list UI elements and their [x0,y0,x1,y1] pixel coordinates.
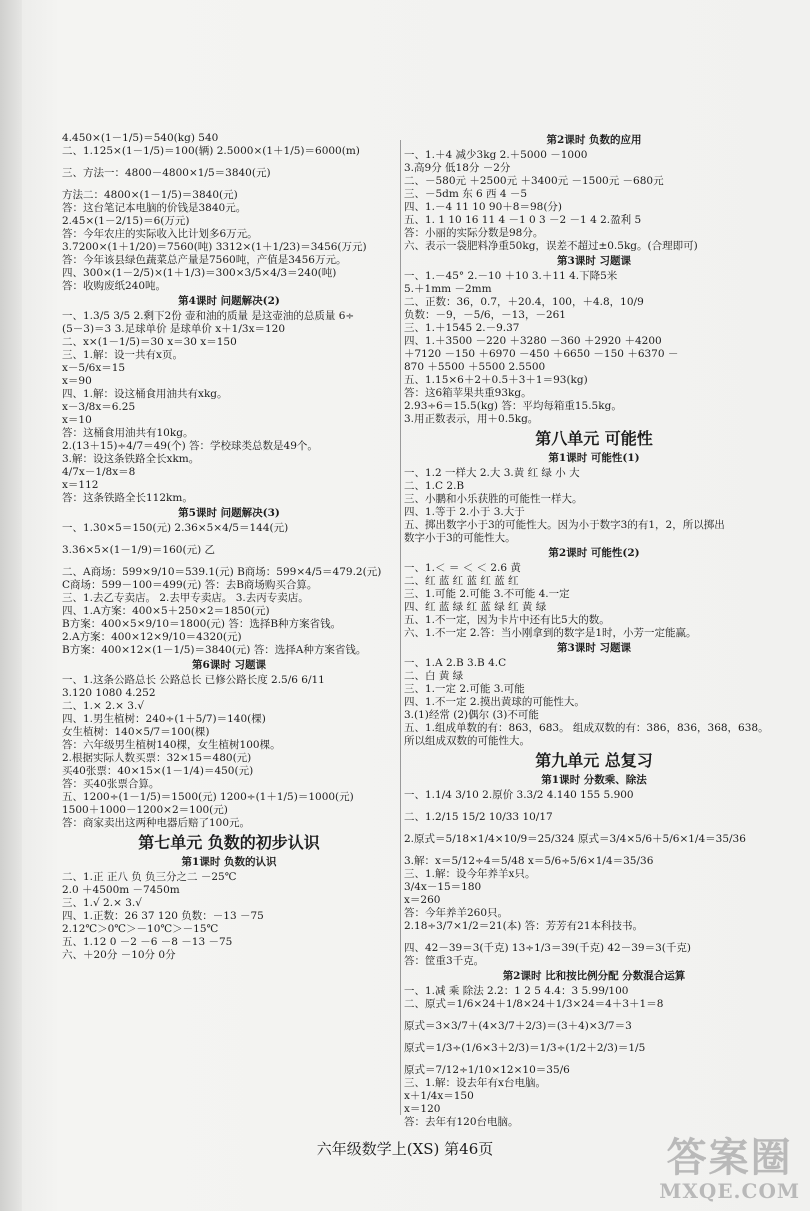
watermark-bottom: MXQE.COM [659,1179,800,1203]
answer-line: 2.0 ＋4500m －7450m [62,884,180,896]
answer-line: x＋1/4x＝150 [404,1090,474,1102]
answer-line: 2.45×(1－2/15)＝6(万元) [62,215,190,227]
answer-line: 答：筐重3千克。 [404,955,485,967]
answer-line: 四、1.A方案：400×5＋250×2＝1850(元) [62,605,270,617]
answer-line: x＝260 [404,894,441,906]
answer-line: 一、1.＜ ＝ ＜ ＜ 2.6 黄 [404,562,521,574]
left-block-b [62,310,396,505]
answer-line: 2.18÷3/7×1/2＝21(本) 答：芳芳有21本科技书。 [404,920,644,932]
line-gap [404,824,784,833]
lesson-heading: 第6课时 习题课 [192,659,266,671]
answer-line: 一、1.＋4 减少3kg 2.＋5000 －1000 [404,149,588,161]
answer-line: 一、1.1/4 3/10 2.原价 3.3/2 4.140 155 5.900 [404,789,634,801]
answer-line: 二、1.× 2.× 3.√ [62,700,145,712]
right-block-e [404,657,784,748]
answer-line: B方案：400×12×(1－1/5)＝3840(元) 答：选择A种方案省钱。 [62,644,367,656]
answer-line: 三、－5dm 东 6 西 4 －5 [404,188,528,200]
answer-line: 四、1.正数：26 37 120 负数：－13 －75 [62,910,264,922]
lesson-heading: 第1课时 分数乘、除法 [541,774,647,786]
binding-shadow [0,0,22,1211]
right-column [404,132,784,1129]
answer-line: 数字小于3的可能性大。 [404,532,516,544]
left-column [62,132,396,962]
answer-line: (5－3)＝3 3.足球单价 是球单价 x＋1/3x＝120 [62,323,286,335]
answer-line: 二、正数：36，0.7，＋20.4，100，＋4.8，10/9 [404,296,644,308]
answer-line: ＋7120 －150 ＋6970 －450 ＋6650 －150 ＋6370 － [404,348,679,360]
answer-line: 三、1.一定 2.可能 3.可能 [404,683,525,695]
answer-line: 一、1.2 一样大 2.大 3.黄 红 绿 小 大 [404,467,580,479]
answer-line: 所以组成双数的可能性大。 [404,735,530,747]
lesson-heading: 第5课时 问题解决(3) [178,507,280,519]
answer-line: 二、1.125×(1－1/5)＝100(辆) 2.5000×(1＋1/5)＝6000(m) [62,145,360,157]
answer-line: 3.用正数表示，用＋0.5kg。 [404,413,539,425]
answer-line: 原式＝1/3÷(1/6×3＋2/3)＝1/3÷(1/2＋2/3)＝1/5 [404,1042,646,1054]
answer-line: 四、300×(1－2/5)×(1＋1/3)＝300×3/5×4/3＝240(吨) [62,267,337,279]
answer-line: 三、1.√ 2.× 3.√ [62,897,142,909]
lesson-heading: 第1课时 负数的认识 [181,856,277,868]
answer-line: x＝112 [62,479,99,491]
line-gap [404,1011,784,1020]
answer-line: 四、红 蓝 绿 红 蓝 绿 红 黄 绿 [404,601,547,613]
answer-line: 一、1.这条公路总长 公路总长 已修公路长度 2.5/6 6/11 [62,674,325,686]
watermark-logo [659,1134,800,1203]
answer-line: x－3/8x＝6.25 [62,401,136,413]
line-gap [62,158,396,167]
unit-heading: 第八单元 可能性 [535,429,653,448]
answer-line: 二、原式＝1/6×24＋1/8×24＋1/3×24＝4＋3＋1＝8 [404,998,664,1010]
right-block-g [404,985,784,1129]
watermark-top: 答案圈 [666,1134,793,1181]
unit-heading: 第九单元 总复习 [535,751,653,770]
answer-line: 五、1. 1 10 16 11 4 －1 0 3 －2 －1 4 2.盈利 5 [404,214,642,226]
line-gap [62,535,396,544]
answer-line: 答：这条铁路全长112km。 [62,492,193,504]
answer-line: 原式＝7/12÷1/10×12×10＝35/6 [404,1064,570,1076]
answer-line: 三、1.可能 2.可能 3.不可能 4.一定 [404,588,570,600]
answer-line: 2.根据实际人数买票：32×15＝480(元) [62,752,252,764]
answer-line: 答：小丽的实际分数是98分。 [404,227,544,239]
answer-line: 四、1.解：设这桶食用油共有xkg。 [62,388,228,400]
answer-line: 三、1.解：设去年有x台电脑。 [404,1077,546,1089]
column-divider [400,140,401,1115]
answer-line: 3.120 1080 4.252 [62,687,156,699]
answer-line: 三、1.＋1545 2.－9.37 [404,322,520,334]
answer-line: 四、1.男生植树：240÷(1＋5/7)＝140(棵) [62,713,266,725]
answer-line: 四、1.等于 2.小于 3.大于 [404,506,525,518]
answer-line: 四、42－39＝3(千克) 13÷1/3＝39(千克) 42－39＝3(千克) [404,942,691,954]
answer-line: 4.450×(1－1/5)＝540(kg) 540 [62,132,219,144]
line-gap [62,180,396,189]
answer-line: 2.(13＋15)÷4/7＝49(个) 答：学校球类总数是49个。 [62,440,318,452]
answer-line: B方案：400×5×9/10＝1800(元) 答：选择B种方案省钱。 [62,618,342,630]
answer-line: 3.(1)经常 (2)偶尔 (3)不可能 [404,709,539,721]
answer-line: 二、1.正 正八 负 负三分之二 －25℃ [62,871,237,883]
answer-line: 方法二：4800×(1－1/5)＝3840(元) [62,189,238,201]
left-block-e [62,871,396,962]
answer-line: 2.A方案：400×12×9/10＝4320(元) [62,631,242,643]
answer-line: 五、1.组成单数的有：863，683。 组成双数的有：386，836，368，638。 [404,722,769,734]
answer-line: 一、1.减 乘 除法 2.2：1 2 5 4.4：3 5.99/100 [404,985,629,997]
right-block-b [404,270,784,426]
answer-line: 三、小鹏和小乐获胜的可能性一样大。 [404,493,583,505]
answer-line: 六、表示一袋肥料净重50kg，误差不超过±0.5kg。(合理即可) [404,240,698,252]
answer-line: x＝90 [62,375,92,387]
line-gap [62,557,396,566]
answer-line: 答：今年该县绿色蔬菜总产量是7560吨，产值是3456万元。 [62,254,347,266]
answer-line: 一、1.30×5＝150(元) 2.36×5×4/5＝144(元) [62,522,289,534]
answer-line: 答：这6箱苹果共重93kg。 [404,387,532,399]
answer-line: 四、1.＋3500 －220 ＋3280 －360 ＋2920 ＋4200 [404,335,662,347]
left-block-a [62,132,396,293]
answer-line: 女生植树：140×5/7＝100(棵) [62,726,210,738]
line-gap [404,846,784,855]
answer-line: 负数：－9，－5/6，－13，－261 [404,309,566,321]
answer-line: 答：商家卖出这两种电器后赔了100元。 [62,817,251,829]
answer-line: 1500＋1000－1200×2＝100(元) [62,804,228,816]
answer-line: 六、1.不一定 2.答：当小刚拿到的数字是1时，小芳一定能赢。 [404,627,697,639]
right-block-c [404,467,784,545]
line-gap [404,1055,784,1064]
answer-line: 二、红 蓝 红 蓝 红 蓝 红 [404,575,519,587]
answer-line: 2.原式＝5/18×1/4×10/9＝25/324 原式＝3/4×5/6＋5/6×1/4＝35/36 [404,833,746,845]
answer-line: 答：这台笔记本电脑的价钱是3840元。 [62,202,247,214]
lesson-heading: 第2课时 比和按比例分配 分数混合运算 [502,970,686,982]
answer-line: 答：今年农庄的实际收入比计划多6万元。 [62,228,258,240]
answer-line: x＝10 [62,414,92,426]
answer-line: 二、－580元 ＋2500元 ＋3400元 －1500元 －680元 [404,175,664,187]
answer-line: 二、白 黄 绿 [404,670,464,682]
answer-line: 答：六年级男生植树140棵，女生植树100棵。 [62,739,281,751]
lesson-heading: 第1课时 可能性(1) [548,452,640,464]
answer-line: 五、掷出数字小于3的可能性大。因为小于数字3的有1，2，所以掷出 [404,519,725,531]
lesson-heading: 第2课时 负数的应用 [546,134,642,146]
answer-line: 一、1.－45° 2.－10 ＋10 3.＋11 4.下降5米 [404,270,618,282]
answer-line: 答：买40张票合算。 [62,778,160,790]
answer-line: 三、1.解：设一共有x页。 [62,349,183,361]
answer-line: 870 ＋5500 ＋5500 2.5500 [404,361,546,373]
answer-line: 3/4x－15＝180 [404,881,482,893]
answer-line: 2.12℃＞0℃＞－10℃＞－15℃ [62,923,219,935]
answer-line: 五、1.15×6＋2＋0.5＋3＋1＝93(kg) [404,374,588,386]
lesson-heading: 第4课时 问题解决(2) [178,295,280,307]
lesson-heading: 第3课时 习题课 [557,642,631,654]
answer-line: 3.高9分 低18分 －2分 [404,162,511,174]
lesson-heading: 第2课时 可能性(2) [548,547,640,559]
lesson-heading: 第3课时 习题课 [557,255,631,267]
right-block-d [404,562,784,640]
left-block-d [62,674,396,830]
answer-line: 答：今年养羊260只。 [404,907,509,919]
answer-line: 一、1.A 2.B 3.B 4.C [404,657,507,669]
answer-line: 三、方法一：4800－4800×1/5＝3840(元) [62,167,271,179]
answer-line: 3.36×5×(1－1/9)＝160(元) 乙 [62,544,215,556]
answer-line: 5.＋1mm －2mm [404,283,492,295]
line-gap [404,802,784,811]
answer-line: 3.解：x＝5/12÷4＝5/48 x＝5/6÷5/6×1/4＝35/36 [404,855,654,867]
answer-line: 二、A商场：599×9/10＝539.1(元) B商场：599×4/5＝479.2(元) [62,566,382,578]
answer-line: 4/7x－1/8x＝8 [62,466,136,478]
answer-line: 二、1.C 2.B [404,480,465,492]
line-gap [404,1033,784,1042]
unit-heading: 第七单元 负数的初步认识 [138,833,320,852]
right-block-f [404,789,784,968]
answer-line: 五、1.12 0 －2 －6 －8 －13 －75 [62,936,233,948]
answer-line: 答：这桶食用油共有10kg。 [62,427,194,439]
answer-line: x＝120 [404,1103,441,1115]
left-block-c [62,522,396,657]
page-footer: 六年级数学上(XS) 第46页 [316,1140,494,1158]
answer-line: 3.7200×(1＋1/20)＝7560(吨) 3312×(1＋1/23)＝3456(万元) [62,241,367,253]
answer-line: 2.93÷6＝15.5(kg) 答：平均每箱重15.5kg。 [404,400,622,412]
line-gap [404,933,784,942]
answer-line: 二、1.2/15 15/2 10/33 10/17 [404,811,553,823]
answer-line: 二、x×(1－1/5)＝30 x＝30 x＝150 [62,336,237,348]
answer-line: 三、1.去乙专卖店。 2.去甲专卖店。 3.去丙专卖店。 [62,592,309,604]
answer-line: 原式＝3×3/7＋(4×3/7＋2/3)＝(3＋4)×3/7＝3 [404,1020,632,1032]
answer-line: 三、1.解：设今年养羊x只。 [404,868,536,880]
answer-line: 答：收购废纸240吨。 [62,280,167,292]
answer-line: 买40张票：40×15×(1－1/4)＝450(元) [62,765,254,777]
answer-line: 答：去年有120台电脑。 [404,1116,519,1128]
answer-line: x－5/6x＝15 [62,362,126,374]
answer-line: 五、1.不一定，因为卡片中还有比5大的数。 [404,614,610,626]
answer-line: 四、1.不一定 2.摸出黄球的可能性大。 [404,696,585,708]
answer-line: C商场：599－100＝499(元) 答：去B商场购买合算。 [62,579,318,591]
answer-line: 六、＋20分 －10分 0分 [62,949,176,961]
answer-line: 3.解：设这条铁路全长xkm。 [62,453,200,465]
answer-line: 五、1200÷(1－1/5)＝1500(元) 1200÷(1＋1/5)＝1000(元) [62,791,354,803]
answer-line: 一、1.3/5 3/5 2.剩下2份 壶和油的质量 是这壶油的总质量 6÷ [62,310,355,322]
right-block-a [404,149,784,253]
answer-line: 四、1.－4 11 10 90＋8＝98(分) [404,201,563,213]
